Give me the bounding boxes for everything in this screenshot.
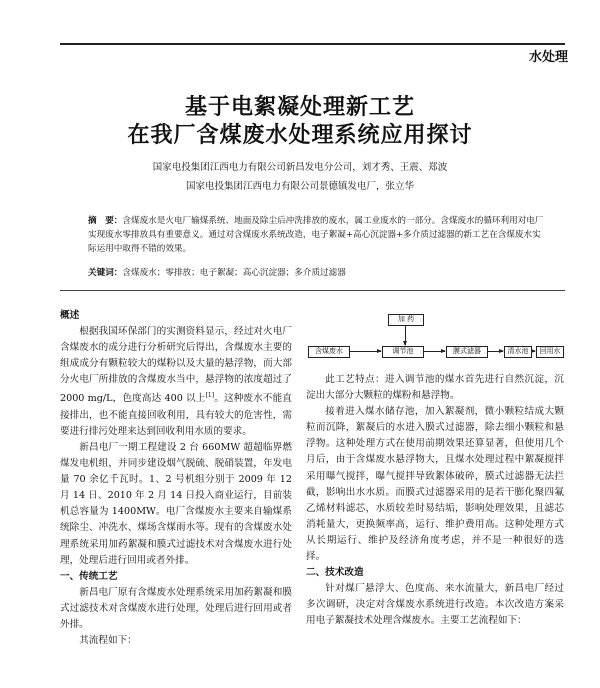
stage-box: 清水池 [504, 346, 532, 358]
flow-arrow [349, 351, 381, 352]
keywords-text: 含煤废水；零排放；电子絮凝；高心沉淀器；多介质过滤器 [122, 268, 346, 278]
para-text: 。这种废水不能直接排出，也不能直接回收利用，具有较大的危害性，需要进行排污处理来达到回收利用水质的要求。 [60, 393, 293, 437]
abstract-label: 摘 要： [88, 216, 123, 226]
section-tag: 水处理 [528, 50, 568, 65]
keywords-label: 关键词： [88, 268, 123, 278]
paragraph: 其流程如下： [79, 635, 137, 647]
dosing-arrow [405, 325, 406, 345]
para-text: 根据我国环保部门的实测资料显示，经过对火电厂含煤废水的成分进行分析研究后得出，含煤废水主要的组成成分有颗粒较大的煤粉以及大量的悬浮物，而大部分火电厂所排放的含煤废水当中，悬浮物的浓度超过了 2000 mg/L，色度高达 400 以上 [60, 326, 292, 405]
inlet-box: 含煤废水 [308, 346, 350, 358]
paragraph: 新昌电厂一期工程建设 2 台 660MW 超超临界燃煤发电机组，并同步建设烟气脱硫、脱硝装置，年发电量 70 余亿千瓦时。1、2 号机组分别于 2009 年 12 月 14 日、2010 年 2 月 14 日投入商业运行，目前装机总容量为 1400MW。电厂含煤废水主要来自输煤系统除尘、冲洗水、煤场含煤雨水等。现有的含煤废水处理系统采用加药絮凝和膜式过滤技术对含煤废水进行处理，处理后进行回用或者外排。 [60, 441, 292, 566]
dosing-box: 加 药 [388, 314, 424, 326]
paragraph: 针对煤厂悬浮大、色度高、来水流量大，新昌电厂经过多次调研，决定对含煤废水系统进行改造。本次改造方案采用电子絮凝技术处理含煤废水。主要工艺流程如下： [306, 583, 564, 627]
abstract-text: 含煤废水是火电厂输煤系统、地面及除尘后冲洗排放的废水，属工业废水的一部分。含煤废水的循环利用对电厂实现废水零排放具有重要意义。通过对含煤废水系统改造，电子絮凝+高心沉淀器+多介质过滤器的新工艺在含煤废水实际运用中取得不错的效果。 [88, 216, 544, 254]
paragraph [60, 324, 292, 440]
abstract-divider [60, 290, 565, 291]
flow-arrow [423, 351, 445, 352]
header-rule [60, 43, 565, 45]
heading-traditional: 一、传统工艺 [60, 570, 118, 582]
heading-overview: 概述 [60, 310, 80, 321]
paragraph: 此工艺特点：进入调节池的煤水首先进行自然沉淀，沉淀出大部分大颗粒的煤粉和悬浮物。 [306, 374, 564, 402]
citation-ref: [1] [205, 392, 215, 400]
abstract [88, 214, 548, 256]
left-column [60, 308, 292, 649]
author-line-2: 国家电投集团江西电力有限公司景德镇发电厂，张立华 [185, 181, 414, 192]
author-line-1: 国家电投集团江西电力有限公司新昌发电分公司，刘才秀、王震、郑波 [152, 162, 448, 173]
title-line-1: 基于电絮凝处理新工艺 [184, 95, 415, 120]
stage-box: 调节池 [382, 346, 424, 358]
keywords [88, 266, 548, 278]
right-column [306, 372, 564, 630]
title-line-2: 在我厂含煤废水处理系统应用探讨 [127, 123, 473, 148]
flow-arrow [531, 351, 535, 352]
stage-box: 膜式滤器 [446, 346, 488, 358]
heading-tech-upgrade: 二、技术改造 [306, 567, 364, 579]
paragraph: 新昌电厂原有含煤废水处理系统采用加药絮凝和膜式过滤技术对含煤废水进行处理，处理后进行回用或者外排。 [60, 586, 292, 630]
flow-arrow [487, 351, 503, 352]
paragraph: 接着进入煤水储存池，加入絮凝剂，微小颗粒结成大颗粒而沉降，絮凝后的水进入膜式过滤器，除去细小颗粒和悬浮物。这种处理方式在使用前期效果还算显著，但使用几个月后，由于含煤废水悬浮物大，且煤水处理过程中絮凝搅拌采用曝气搅拌，曝气搅拌导致絮体破碎，膜式过滤器无法拦截，影响出水水质。而膜式过滤器采用的是若干膨化聚四氟乙烯材料滤芯，水质较差时易结垢，影响处理效果，且滤芯消耗量大，更换频率高，运行、维护费用高。这种处理方式从长期运行、维护及经济角度考虑，并不是一种很好的选择。 [306, 406, 564, 563]
process-flow-diagram [306, 312, 564, 364]
stage-box: 回用水 [536, 346, 564, 358]
